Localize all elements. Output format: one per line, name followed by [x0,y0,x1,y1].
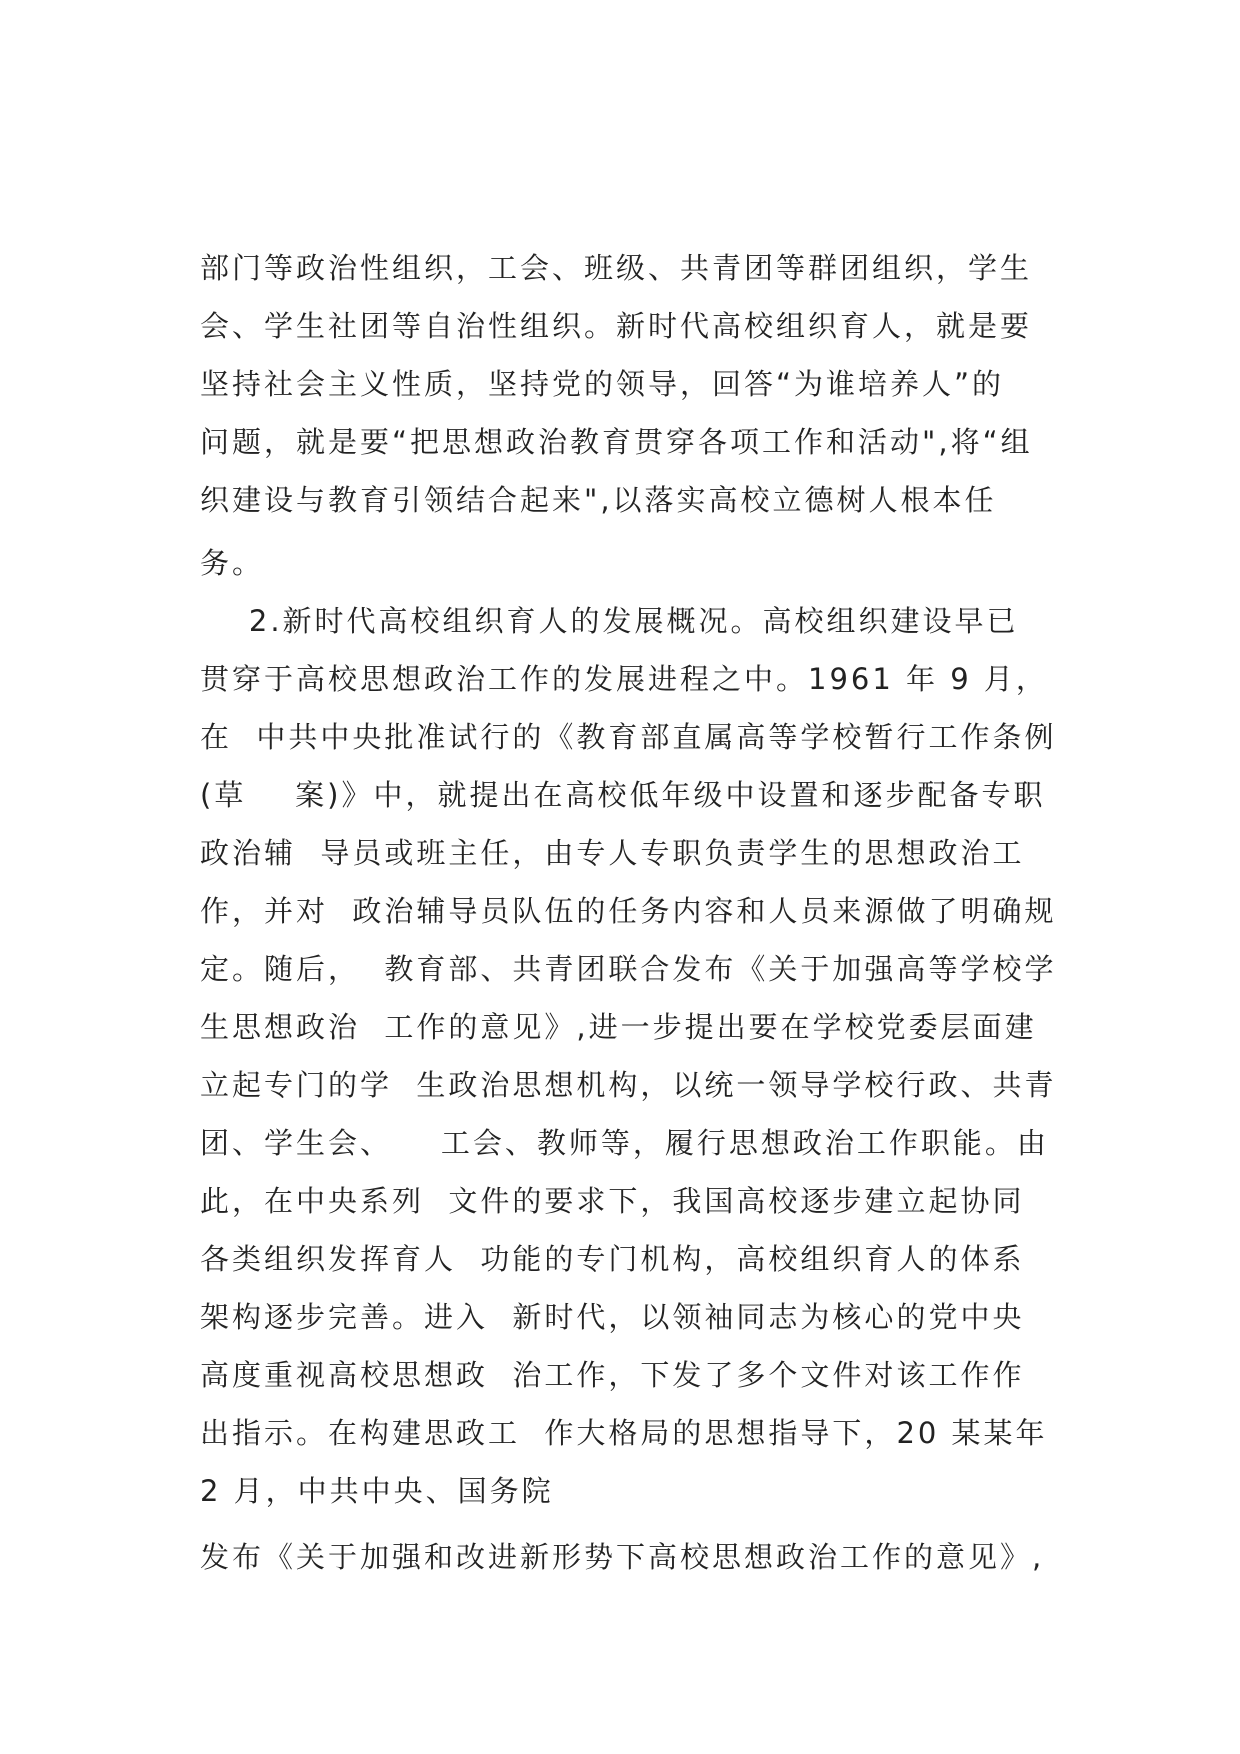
text-line: 立起专门的学 生政治思想机构，以统一领导学校行政、共青 [200,1068,1057,1102]
text-line: 贯穿于高校思想政治工作的发展进程之中。1961 年 9 月， [200,662,1048,696]
text-line: 2.新时代高校组织育人的发展概况。高校组织建设早已 [200,604,1019,638]
text-line: 发布《关于加强和改进新形势下高校思想政治工作的意见》, [200,1540,1045,1574]
text-line: 务。 [200,546,265,580]
text-line: 生思想政治 工作的意见》,进一步提出要在学校党委层面建 [200,1010,1037,1044]
text-line: 出指示。在构建思政工 作大格局的思想指导下，20 某某年 [200,1416,1048,1450]
text-line: 会、学生社团等自治性组织。新时代高校组织育人，就是要 [200,309,1033,343]
text-line: 问题，就是要“把思想政治教育贯穿各项工作和活动",将“组 [200,425,1033,459]
text-line: 架构逐步完善。进入 新时代，以领袖同志为核心的党中央 [200,1300,1025,1334]
text-line: 坚持社会主义性质，坚持党的领导，回答“为谁培养人”的 [200,367,1005,401]
text-line: 此，在中央系列 文件的要求下，我国高校逐步建立起协同 [200,1184,1025,1218]
text-line: 2 月，中共中央、国务院 [200,1474,554,1508]
text-line: (草 案)》中，就提出在高校低年级中设置和逐步配备专职 [200,778,1046,812]
text-line: 高度重视高校思想政 治工作，下发了多个文件对该工作作 [200,1358,1025,1392]
text-line: 部门等政治性组织，工会、班级、共青团等群团组织，学生 [200,251,1033,285]
text-line: 在 中共中央批准试行的《教育部直属高等学校暂行工作条例 [200,720,1057,754]
text-line: 定。随后， 教育部、共青团联合发布《关于加强高等学校学 [200,952,1057,986]
text-line: 织建设与教育引领结合起来",以落实高校立德树人根本任 [200,483,997,517]
text-line: 作，并对 政治辅导员队伍的任务内容和人员来源做了明确规 [200,894,1057,928]
text-line: 团、学生会、 工会、教师等，履行思想政治工作职能。由 [200,1126,1049,1160]
text-line: 政治辅 导员或班主任，由专人专职负责学生的思想政治工 [200,836,1025,870]
text-line: 各类组织发挥育人 功能的专门机构，高校组织育人的体系 [200,1242,1025,1276]
